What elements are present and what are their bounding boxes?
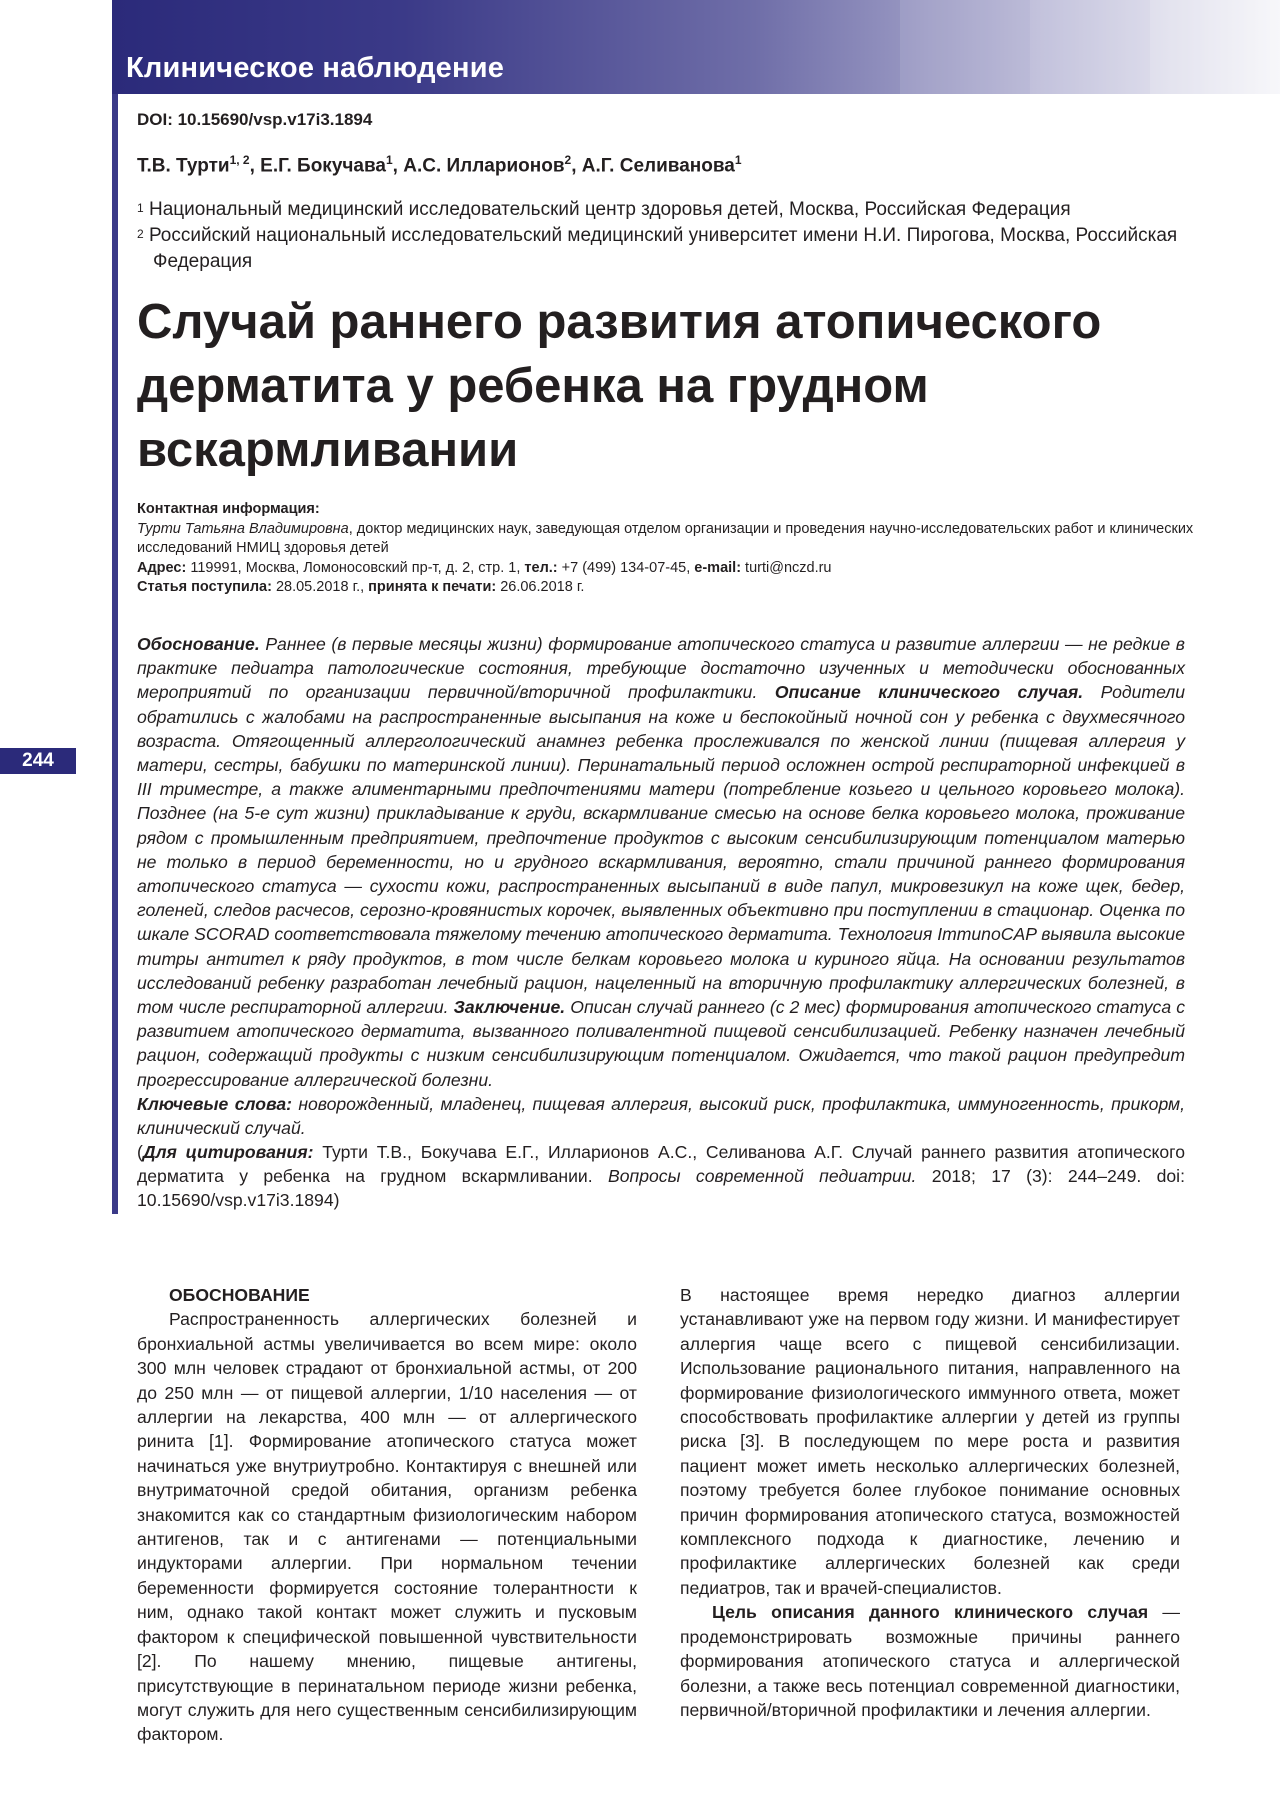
citation: (Для цитирования: Турти Т.В., Бокучава Е.Г., Илларионов А.С., Селиванова А.Г. Случай раннего развития атопического дерматита у ребенка на грудном вскармливании. Вопросы современной педиатрии. 2018; 17 (3): 244–249. doi: 10.15690/vsp.v17i3.1894) (137, 1142, 1185, 1211)
paragraph: В настоящее время нередко диагноз аллергии устанавливают уже на первом году жизни. И манифестирует аллергия чаще всего с пищевой сенсибилизации. Использование рационального питания, направленного на формирование физиологического иммунного ответа, может способствовать профилактике аллергии у детей из группы риска [3]. В последующем по мере роста и развития пациент может иметь несколько аллергических болезней, поэтому требуется более глубокое понимание основных причин формирования атопического статуса, возможностей комплексного подхода к диагностике, лечению и профилактике аллергических болезней как среди педиатров, так и врачей-специалистов. (680, 1285, 1180, 1598)
affiliation: $^2$ Российский национальный исследовательский медицинский университет имени Н.И. Пирогова, Москва, Российская Федерация (137, 225, 1178, 272)
header-stripe (900, 0, 1030, 94)
author-sup: 1, 2 (229, 153, 250, 167)
keywords: новорожденный, младенец, пищевая аллергия, высокий риск, профилактика, иммуногенность, прикорм, клинический случай. (137, 1093, 1186, 1139)
doi: DOI: 10.15690/vsp.v17i3.1894 (137, 110, 373, 129)
email-link[interactable]: turti@nczd.ru (741, 559, 832, 576)
author-name: Е.Г. Бокучава (260, 155, 386, 177)
header-stripe (1030, 0, 1150, 94)
section-heading: ОБОСНОВАНИЕ (169, 1285, 310, 1305)
paragraph: Цель описания данного клинического случая — продемонстрировать возможные причины раннего формирования атопического статуса и аллергической болезни, а также весь потенциал современной диагностики, первичной/вторичной профилактики и лечения аллергии. (680, 1602, 1181, 1720)
author-name: А.Г. Селиванова (581, 155, 735, 177)
article-title: Случай раннего развития атопического дерматита у ребенка на грудном вскармливании (137, 295, 1102, 477)
header-stripe (1150, 0, 1280, 94)
contact-info: Контактная информация: Турти Татьяна Владимировна, доктор медицинских наук, заведующая отделом организации и проведения научно-исследовательских работ и клинических исследований НМИЦ здоровья детей Адрес: 119991, Москва, Ломоносовский пр-т, д. 2, стр. 1, тел.: +7 (499) 134-07-45, e-mail: turti@nczd.ru Статья поступила: 28.05.2018 г., принята к печати: 26.06.2018 г. (137, 501, 1194, 595)
author-sup: 2 (564, 153, 572, 167)
author-name: Т.В. Турти (137, 155, 230, 177)
affiliation: $^1$ Национальный медицинский исследовательский центр здоровья детей, Москва, Российская Федерация (137, 199, 1071, 220)
body-column-right (680, 1283, 1180, 1722)
abstract: Обоснование. Раннее (в первые месяцы жизни) формирование атопического статуса и развитие аллергии — не редкие в практике педиатра патологические состояния, требующие достаточно изученных и методически обоснованных мероприятий по организации первичной/вторичной профилактики. Описание клинического случая. Родители обратились с жалобами на распространенные высыпания на коже и беспокойный ночной сон у ребенка с двухмесячного возраста. Отягощенный аллергологический анамнез ребенка прослеживался по женской линии (пищевая аллергия у матери, сестры, бабушки по материнской линии). Перинатальный период осложнен острой респираторной инфекцией в III триместре, а также алиментарными предпочтениями матери (потребление козьего и цельного коровьего молока). Позднее (на 5-е сут жизни) прикладывание к груди, вскармливание смесью на основе белка коровьего молока, проживание рядом с промышленным предприятием, предпочтение продуктов с высоким сенсибилизирующим потенциалом матерью не только в период беременности, но и грудного вскармливания, вероятно, стали причиной раннего формирования атопического статуса — сухости кожи, распространенных высыпаний в виде папул, микровезикул на коже щек, бедер, голеней, следов расчесов, серозно-кровянистых корочек, выявленных объективно при поступлении в стационар. Оценка по шкале SCORAD соответствовала тяжелому течению атопического дерматита. Технология ImmunoCAP выявила высокие титры антител к ряду продуктов, в том числе белкам коровьего молока и куриного яйца. На основании результатов исследований ребенку разработан лечебный рацион, нацеленный на вторичную профилактику аллергических болезней, в том числе респираторной аллергии. Заключение. Описан случай раннего (с 2 мес) формирования атопического статуса с развитием атопического дерматита, вызванного поливалентной пищевой сенсибилизацией. Ребенку назначен лечебный рацион, содержащий продукты с низким сенсибилизирующим потенциалом. Ожидается, что такой рацион предупредит прогрессирование аллергической болезни. Ключевые слова: новорожденный, младенец, пищевая аллергия, высокий риск, профилактика, иммуногенность, прикорм, клинический случай. (137, 634, 1186, 1139)
paragraph: Распространенность аллергических болезней и бронхиальной астмы увеличивается во всем мире: около 300 млн человек страдают от бронхиальной астмы, от 200 до 250 млн — от пищевой аллергии, 1/10 населения — от аллергии на лекарства, 400 млн — от аллергического ринита [1]. Формирование атопического статуса может начинаться уже внутриутробно. Контактируя с внешней или внутриматочной средой обитания, организм ребенка знакомится как со стандартным физиологическим набором антигенов, так и с антигенами — потенциальными индукторами аллергии. При нормальном течении беременности формируется состояние толерантности к ним, однако такой контакт может служить и пусковым фактором к специфической повышенной чувствительности [2]. По нашему мнению, пищевые антигены, присутствующие в перинатальном периоде жизни ребенка, могут служить для него существенным сенсибилизирующим фактором. (137, 1309, 637, 1745)
author-sup: 1 (734, 153, 742, 167)
body-column-left (137, 1283, 637, 1747)
authors: Т.В. Турти$^{1, 2}$, Е.Г. Бокучава$^1$, А.С. Илларионов$^2$, А.Г. Селиванова$^1$ (137, 153, 742, 177)
left-rule (112, 94, 118, 1214)
author-sup: 1 (385, 153, 393, 167)
page-number: 244 (0, 748, 76, 774)
section-label: Клиническое наблюдение (126, 52, 505, 84)
keywords-label: Ключевые слова: (137, 1093, 292, 1114)
author-name: А.С. Илларионов (403, 155, 565, 177)
